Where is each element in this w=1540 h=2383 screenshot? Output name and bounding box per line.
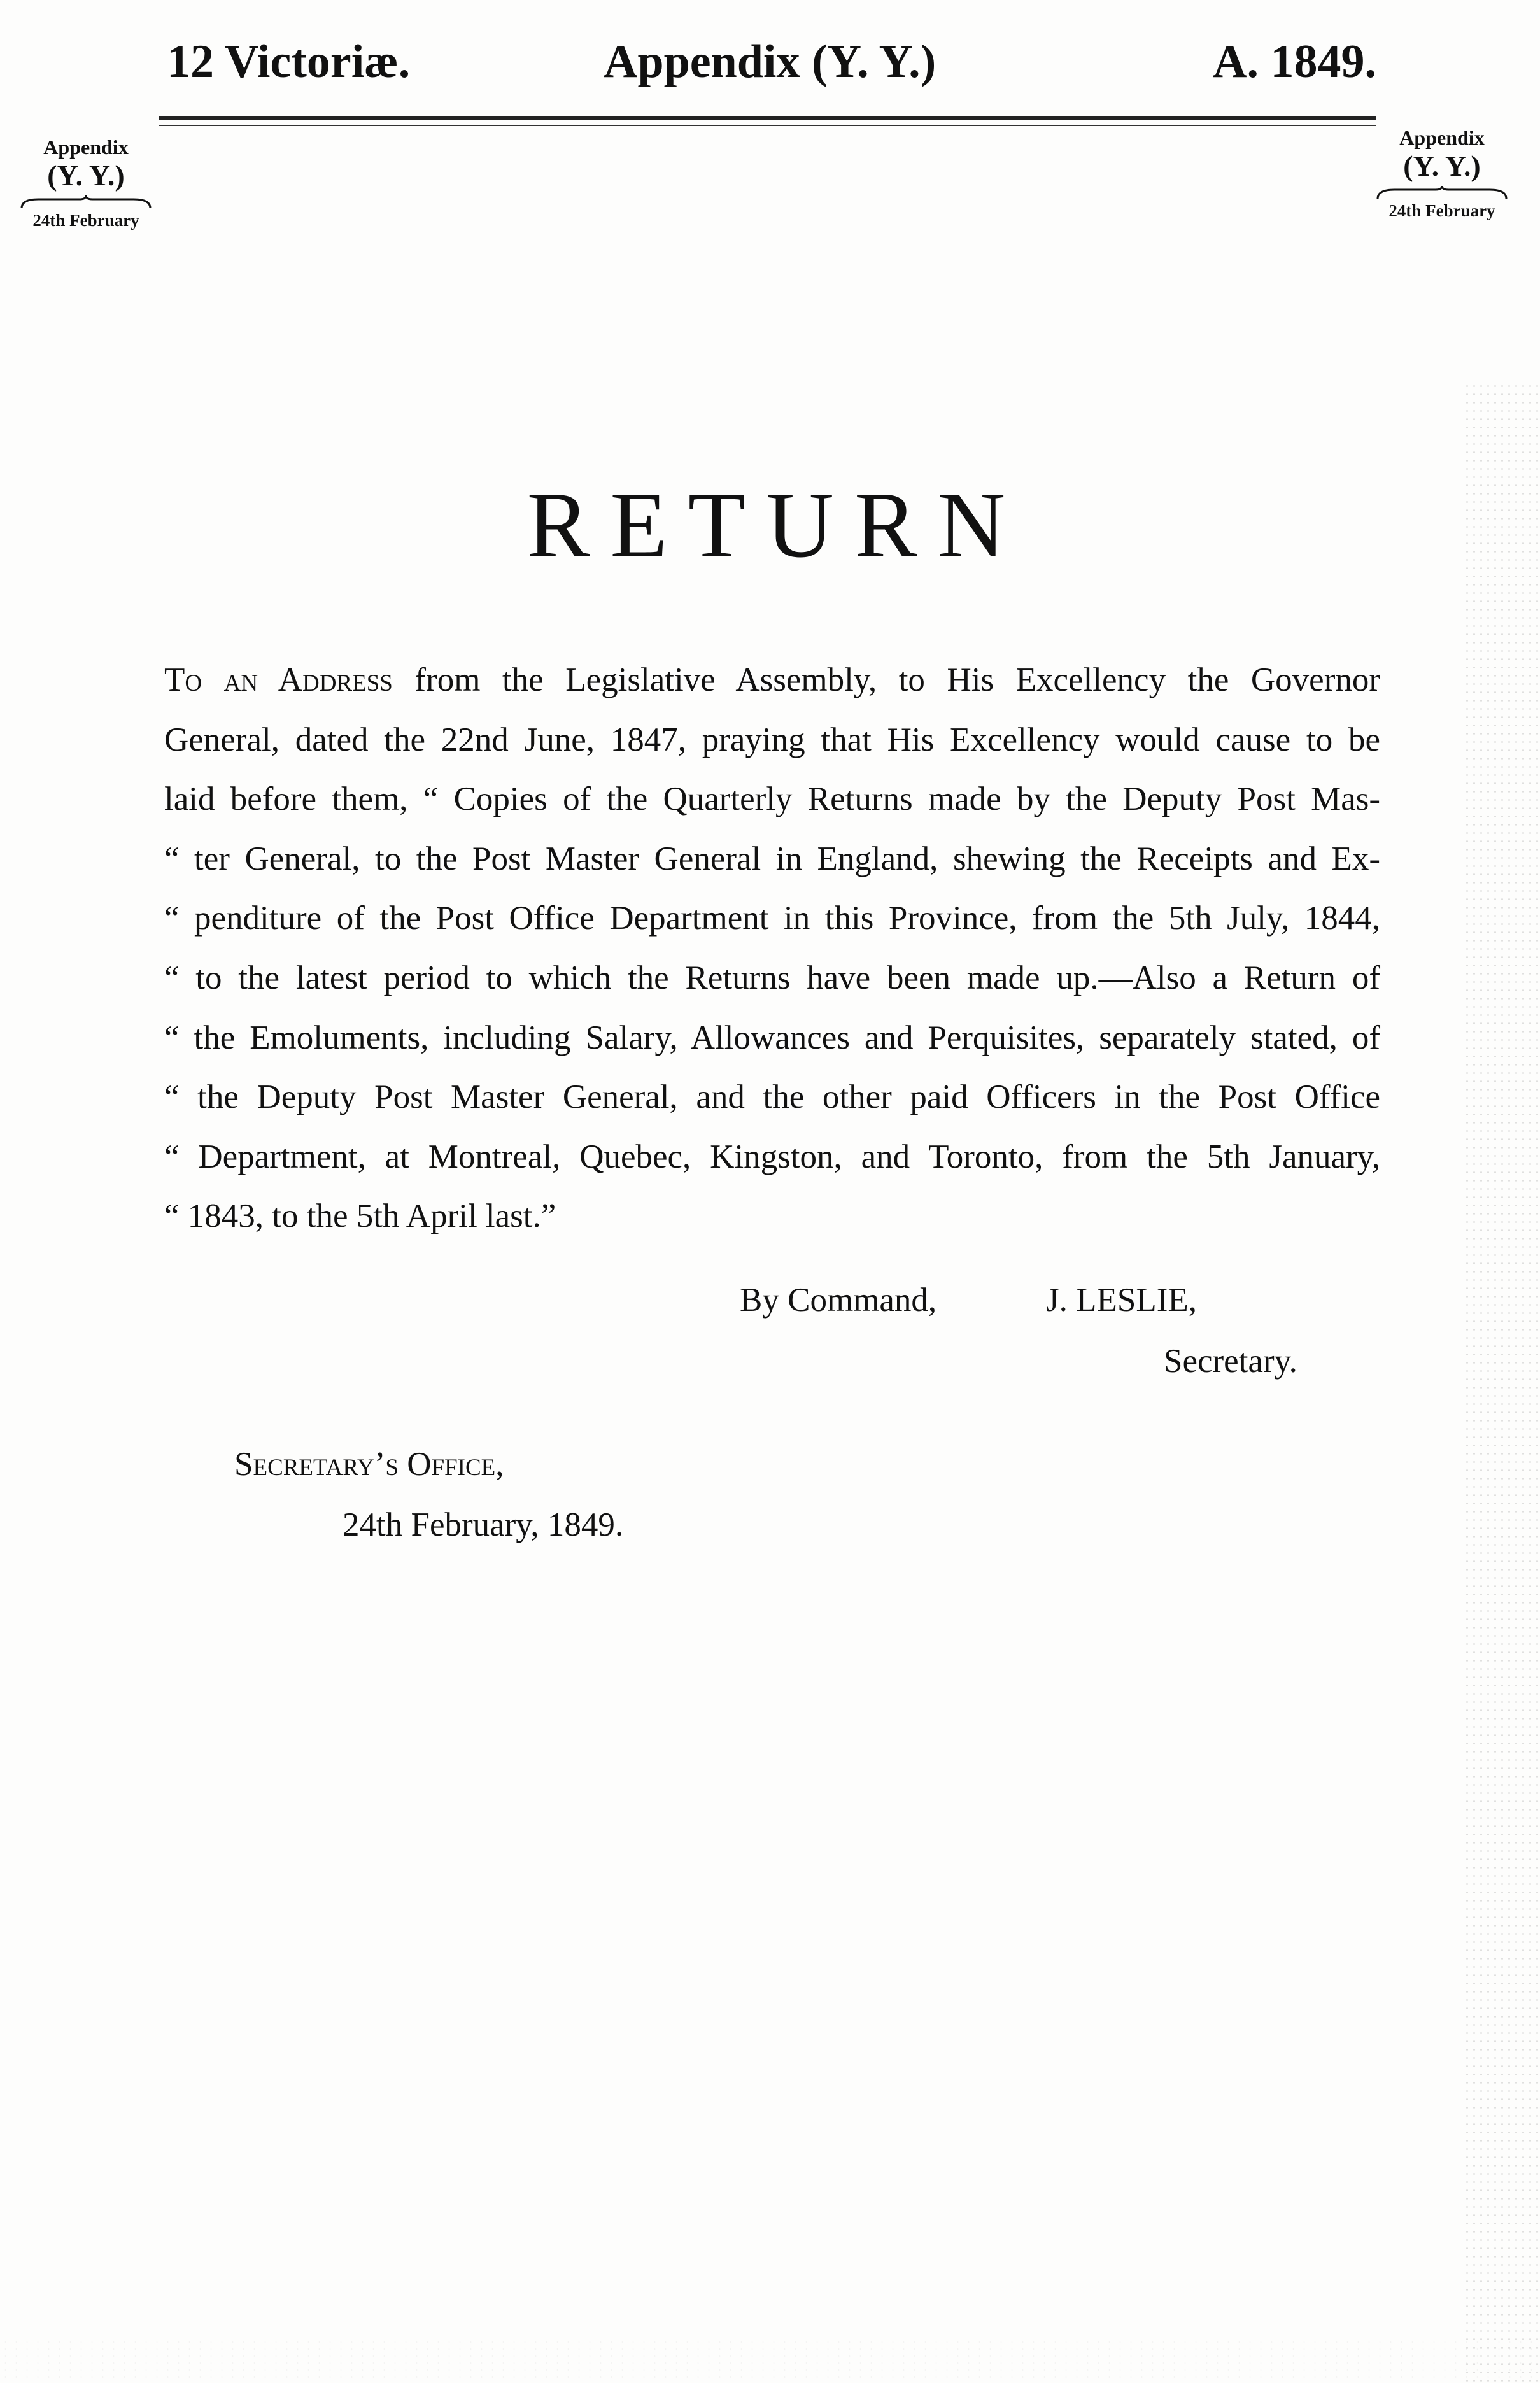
- paragraph-line: laid before them, “ Copies of the Quarterly Returns made by the Deputy Post Mas-: [164, 781, 1380, 818]
- paragraph-line: “ the Emoluments, including Salary, Allowances and Perquisites, separately stated, of: [164, 1019, 1380, 1056]
- header-rule-thick: [159, 116, 1376, 120]
- paragraph-line: [164, 651, 1380, 711]
- paragraph-line: General, dated the 22nd June, 1847, praying that His Excellency would cause to be: [164, 721, 1380, 758]
- paragraph-line: “ penditure of the Post Office Department in this Province, from the 5th July, 1844,: [164, 900, 1380, 937]
- sidenote-left-date: 24th February: [32, 211, 139, 230]
- sidenote-right-date: 24th February: [1388, 201, 1495, 220]
- paragraph-line-text: from the Legislative Assembly, to His Excellency the Governor: [392, 661, 1381, 698]
- office-date: 24th February, 1849.: [343, 1506, 624, 1543]
- paragraph-line: “ Department, at Montreal, Quebec, Kingston, and Toronto, from the 5th January,: [164, 1138, 1380, 1175]
- sidenote-left-title: Appendix: [43, 136, 129, 159]
- sidenote-left: [13, 137, 159, 229]
- header-year: A. 1849.: [1213, 36, 1376, 88]
- paragraph-line: “ to the latest period to which the Returns have been made up.—Also a Return of: [164, 959, 1380, 996]
- header-session: 12 Victoriæ.: [167, 36, 411, 88]
- office-name: Secretary’s Office,: [234, 1446, 504, 1483]
- running-header: [167, 33, 1383, 90]
- sidenote-left-brace-icon: [19, 194, 153, 209]
- paragraph-line: “ ter General, to the Post Master General in England, shewing the Receipts and Ex-: [164, 840, 1380, 877]
- page-title: RETURN: [526, 473, 1026, 577]
- sidenote-right-title: Appendix: [1399, 126, 1485, 149]
- sidenote-right-brace-icon: [1375, 185, 1509, 200]
- sidenote-right: [1369, 127, 1515, 220]
- paragraph-line: “ the Deputy Post Master General, and the other paid Officers in the Post Office: [164, 1078, 1380, 1116]
- sidenote-right-code: (Y. Y.): [1403, 150, 1481, 182]
- sidenote-left-code: (Y. Y.): [47, 159, 125, 192]
- header-appendix: Appendix (Y. Y.): [604, 36, 936, 88]
- by-command: By Command,: [740, 1282, 937, 1319]
- signer-role: Secretary.: [1164, 1343, 1297, 1380]
- address-paragraph: [164, 651, 1380, 1247]
- scan-noise-bottom: [0, 2338, 1540, 2383]
- paragraph-line: “ 1843, to the 5th April last.”: [164, 1198, 556, 1235]
- signer-name: J. LESLIE,: [1046, 1282, 1197, 1319]
- lead-small-caps: To an Address: [164, 661, 393, 698]
- header-rule-thin: [159, 125, 1376, 126]
- scan-noise-right: [1464, 382, 1540, 2383]
